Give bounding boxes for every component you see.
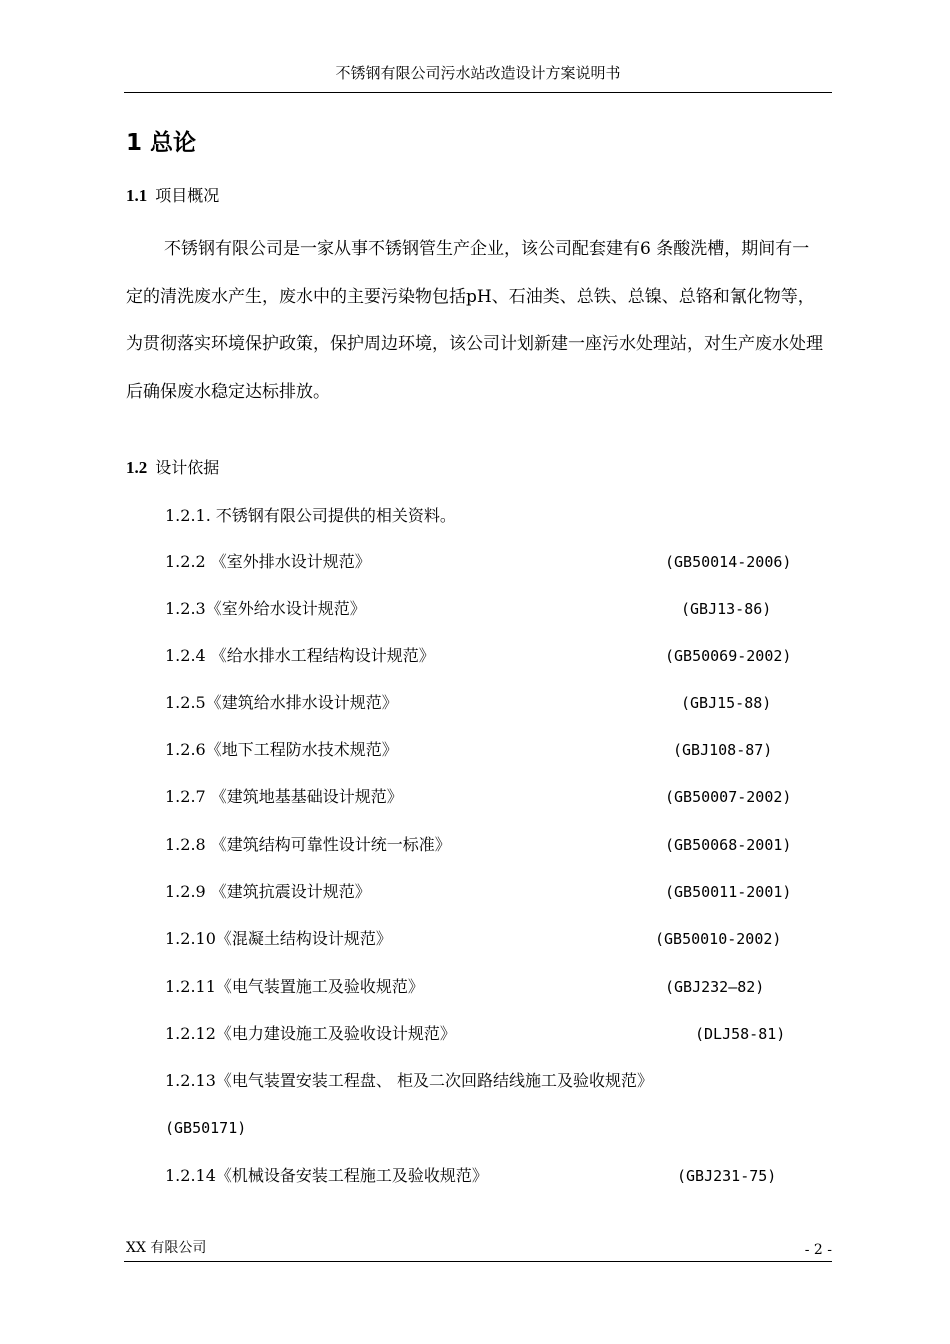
reference-title: 1.2.5《建筑给水排水设计规范》 <box>165 693 398 712</box>
reference-code: (GBJ108-87) <box>673 741 773 759</box>
reference-item <box>165 503 813 529</box>
reference-code: (GBJ231-75) <box>677 1167 777 1185</box>
reference-title: 1.2.3《室外给水设计规范》 <box>165 599 366 618</box>
reference-code: (GB50068-2001) <box>665 836 792 854</box>
reference-title: 1.2.8 《建筑结构可靠性设计统一标准》 <box>165 835 451 854</box>
reference-item <box>165 690 813 716</box>
reference-title: 1.2.6《地下工程防水技术规范》 <box>165 740 398 759</box>
reference-item <box>165 1163 813 1189</box>
page-header: 不锈钢有限公司污水站改造设计方案说明书 <box>335 64 621 82</box>
page-number: - 2 - <box>804 1242 832 1258</box>
reference-title: 1.2.4 《给水排水工程结构设计规范》 <box>165 646 435 665</box>
reference-code: (GB50069-2002) <box>665 647 792 665</box>
reference-code: (GBJ232—82) <box>665 978 765 996</box>
reference-item <box>165 1068 813 1094</box>
reference-item <box>165 549 813 575</box>
reference-title: 1.2.1. 不锈钢有限公司提供的相关资料。 <box>165 506 456 525</box>
reference-title: 1.2.13《电气装置安装工程盘、 柜及二次回路结线施工及验收规范》 <box>165 1071 653 1090</box>
section-number: 1.2 <box>126 458 148 477</box>
footer-company: XX 有限公司 <box>126 1240 207 1256</box>
reference-code: (GB50010-2002) <box>655 930 782 948</box>
reference-code: (GB50011-2001) <box>665 883 792 901</box>
reference-code: (GB50014-2006) <box>665 553 792 571</box>
reference-item <box>165 832 813 858</box>
reference-code: (DLJ58-81) <box>695 1025 786 1043</box>
reference-title: 1.2.9 《建筑抗震设计规范》 <box>165 882 371 901</box>
paragraph-text: 不锈钢有限公司是一家从事不锈钢管生产企业，该公司配套建有6 条酸洗槽，期间有一定的清洗废水产生，废水中的主要污染物包括pH、石油类、总铁、总镍、总铬和氰化物等，为贯彻落实环境保护政策，保护周边环境，该公司计划新建一座污水处理站，对生产废水处理后确保废水稳定达标排放。 <box>126 239 823 402</box>
reference-code: (GBJ15-88) <box>681 694 772 712</box>
reference-title: 1.2.11《电气装置施工及验收规范》 <box>165 977 424 996</box>
section-title: 设计依据 <box>155 458 220 477</box>
reference-item <box>165 1021 813 1047</box>
reference-title: 1.2.2 《室外排水设计规范》 <box>165 552 371 571</box>
reference-title: 1.2.10《混凝土结构设计规范》 <box>165 929 392 948</box>
section-heading-1-1 <box>126 184 219 208</box>
reference-item <box>165 879 813 905</box>
section-number: 1.1 <box>126 186 148 205</box>
reference-title: 1.2.14《机械设备安装工程施工及验收规范》 <box>165 1166 488 1185</box>
reference-item <box>165 974 813 1000</box>
reference-code: (GB50007-2002) <box>665 788 792 806</box>
reference-item <box>165 784 813 810</box>
reference-item <box>165 926 813 952</box>
reference-item <box>165 643 813 669</box>
reference-code-continued: (GB50171) <box>165 1119 247 1137</box>
section-title: 项目概况 <box>155 186 220 205</box>
reference-code: (GBJ13-86) <box>681 600 772 618</box>
header-divider <box>124 92 832 93</box>
project-overview-paragraph <box>126 226 826 416</box>
chapter-heading: 1 总论 <box>126 130 197 156</box>
reference-title: 1.2.7 《建筑地基基础设计规范》 <box>165 787 403 806</box>
section-heading-1-2 <box>126 456 219 480</box>
reference-title: 1.2.12《电力建设施工及验收设计规范》 <box>165 1024 456 1043</box>
footer-divider <box>124 1261 832 1262</box>
reference-item <box>165 596 813 622</box>
reference-item <box>165 737 813 763</box>
